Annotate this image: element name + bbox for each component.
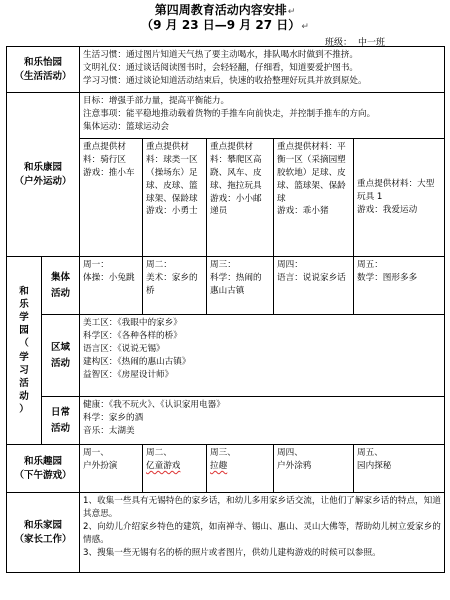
life-header xyxy=(7,47,80,93)
day-label: 周一： xyxy=(83,260,109,270)
life-habit: 生活习惯：通过图片知道天气热了要主动喝水，排队喝水时做到不推挤。 xyxy=(83,50,359,60)
afternoon-day-cell xyxy=(274,445,354,493)
learning-header-char: 动 xyxy=(19,390,29,402)
group-day-cell xyxy=(143,257,207,315)
parents-item: 1、收集一些具有无锡特色的家乡话，和幼儿多用家乡话交流，让他们了解家乡话的特点，知道其意思。 xyxy=(83,496,441,519)
day-label: 周四： xyxy=(277,260,303,270)
learning-header-char: 学 xyxy=(19,312,29,324)
day-activity: 体操：小兔跳 xyxy=(83,272,135,283)
outdoor-header-title: 和乐康园 xyxy=(24,161,63,173)
afternoon-day-cell xyxy=(207,445,274,493)
learning-daily-row xyxy=(7,397,445,445)
day-activity: 美术：家乡的桥 xyxy=(146,272,198,296)
life-study: 学习习惯：通过谈论知道活动结束后，快速的收拾整理好玩具并放到原处。 xyxy=(83,75,367,86)
parents-item: 3、搜集一些无锡有名的桥的照片或者图片，供幼儿建构游戏的时候可以参照。 xyxy=(83,547,381,558)
daily-activity-content xyxy=(80,397,445,445)
class-value: 中一班 xyxy=(358,38,386,48)
learning-header-char: ） xyxy=(19,403,29,415)
group-label-line: 集体 xyxy=(51,272,71,284)
group-day-cell xyxy=(80,257,143,315)
learning-header-char: 学 xyxy=(19,351,29,363)
parents-row xyxy=(7,493,445,573)
paragraph-mark-icon: ↵ xyxy=(287,7,296,17)
area-label-line: 区域 xyxy=(51,342,71,354)
afternoon-day-cell xyxy=(354,445,445,493)
learning-group-row xyxy=(7,257,445,315)
area-item: 建构区：《热闹的惠山古镇》 xyxy=(83,356,191,367)
parents-header-sub: （家长工作） xyxy=(14,533,72,545)
outdoor-header-sub: （户外运动） xyxy=(14,175,72,187)
afternoon-header-title: 和乐趣园 xyxy=(24,455,63,467)
daily-label-line: 日常 xyxy=(51,407,71,419)
daily-item: 健康：《我不玩火》、《认识家用电器》 xyxy=(83,400,225,410)
day-label: 周三： xyxy=(210,260,236,270)
outdoor-goal: 目标：增强手部力量，提高平衡能力。 xyxy=(83,96,230,106)
day-label: 周二： xyxy=(146,260,172,270)
afternoon-day-cell xyxy=(80,445,143,493)
learning-header-char: 乐 xyxy=(19,299,29,311)
daily-item: 科学：家乡的酒 xyxy=(83,412,144,423)
class-label: 班级： xyxy=(325,38,353,48)
learning-area-row xyxy=(7,315,445,397)
day-label: 周五、 xyxy=(357,448,383,458)
day-activity: 拉趣 xyxy=(210,460,228,471)
area-item: 美工区：《我眼中的家乡》 xyxy=(83,318,182,328)
day-label: 周一、 xyxy=(83,448,109,458)
day-activity: 数学：图形多多 xyxy=(357,272,418,283)
outdoor-goals xyxy=(80,93,445,139)
day-label: 周三、 xyxy=(210,448,236,458)
life-row xyxy=(7,47,445,93)
parents-content xyxy=(80,493,445,573)
parents-item: 2、向幼儿介绍家乡特色的建筑，如南禅寺、锡山、惠山、灵山大佛等，帮助幼儿树立爱家乡的情感。 xyxy=(83,521,441,545)
daily-item: 音乐：太湖美 xyxy=(83,425,135,436)
day-activity: 户外涂鸦 xyxy=(277,460,312,471)
group-day-cell xyxy=(354,257,445,315)
area-item: 语言区：《说说无锡》 xyxy=(83,343,165,354)
learning-header-char: 习 xyxy=(19,364,29,376)
daily-label-line: 活动 xyxy=(51,422,71,434)
area-activity-content xyxy=(80,315,445,397)
afternoon-header-sub: （下午游戏） xyxy=(14,469,72,481)
area-item: 科学区：《各种各样的桥》 xyxy=(83,330,182,341)
paragraph-mark-icon: ↵ xyxy=(301,22,309,32)
learning-header-char: （ xyxy=(19,338,29,350)
afternoon-row xyxy=(7,445,445,493)
title-text: 第四周教育活动内容安排 xyxy=(154,3,287,17)
daily-activity-label xyxy=(42,397,80,445)
outdoor-header xyxy=(7,93,80,257)
group-day-cell xyxy=(207,257,274,315)
day-label: 周二、 xyxy=(146,448,172,458)
life-etiquette: 文明礼仪：通过谈话阅读图书时，会轻轻翻，仔细看，知道要爱护图书。 xyxy=(83,62,359,73)
parents-header xyxy=(7,493,80,573)
day-label: 周五： xyxy=(357,260,383,270)
dates-text: （9 月 23 日—9 月 27 日） xyxy=(141,18,301,32)
group-label-line: 活动 xyxy=(51,287,71,299)
learning-header-char: 活 xyxy=(19,377,29,389)
area-activity-label xyxy=(42,315,80,397)
life-header-title: 和乐怡园 xyxy=(24,56,63,68)
area-label-line: 活动 xyxy=(51,357,71,369)
day-activity: 亿童游戏 xyxy=(146,460,181,471)
day-activity: 语言：说说家乡话 xyxy=(277,272,346,283)
learning-header xyxy=(7,257,42,445)
life-header-sub: （生活活动） xyxy=(14,70,72,82)
outdoor-area: 重点提供材料：骑行区 游戏：推小车 xyxy=(80,139,143,257)
page-title xyxy=(0,2,450,18)
outdoor-area: 重点提供材料：大型玩具 1 游戏：我爱运动 xyxy=(354,139,445,257)
afternoon-day-cell xyxy=(143,445,207,493)
parents-header-title: 和乐家园 xyxy=(24,519,63,531)
schedule-table xyxy=(6,46,445,573)
outdoor-area: 重点提供材料：平衡一区（采摘园塑胶软地）足球、皮球、篮球架、保龄球 游戏：乖小猪 xyxy=(274,139,354,257)
day-activity: 户外扮演 xyxy=(83,460,118,471)
outdoor-area: 重点提供材料：攀爬区高跷、风车、皮球、拖拉玩具 游戏：小小邮递员 xyxy=(207,139,274,257)
day-activity: 科学：热闹的惠山古镇 xyxy=(210,272,262,296)
outdoor-safety: 注意事项：能平稳地推动载着货物的手推车向前快走，并控制手推车的方向。 xyxy=(83,108,376,119)
learning-header-char: 园 xyxy=(19,325,29,337)
area-item: 益智区：《房屋设计师》 xyxy=(83,369,174,380)
outdoor-area: 重点提供材料：球类一区（操场东）足球、皮球、篮球架、保龄球 游戏：小勇士 xyxy=(143,139,207,257)
outdoor-goal-row xyxy=(7,93,445,139)
group-activity-label xyxy=(42,257,80,315)
group-day-cell xyxy=(274,257,354,315)
life-content xyxy=(80,47,445,93)
learning-header-char: 和 xyxy=(19,285,29,297)
day-activity: 园内探秘 xyxy=(357,460,392,471)
afternoon-header xyxy=(7,445,80,493)
outdoor-sport: 集体运动：篮球运动会 xyxy=(83,121,169,132)
page-subtitle xyxy=(0,17,450,33)
day-label: 周四、 xyxy=(277,448,303,458)
